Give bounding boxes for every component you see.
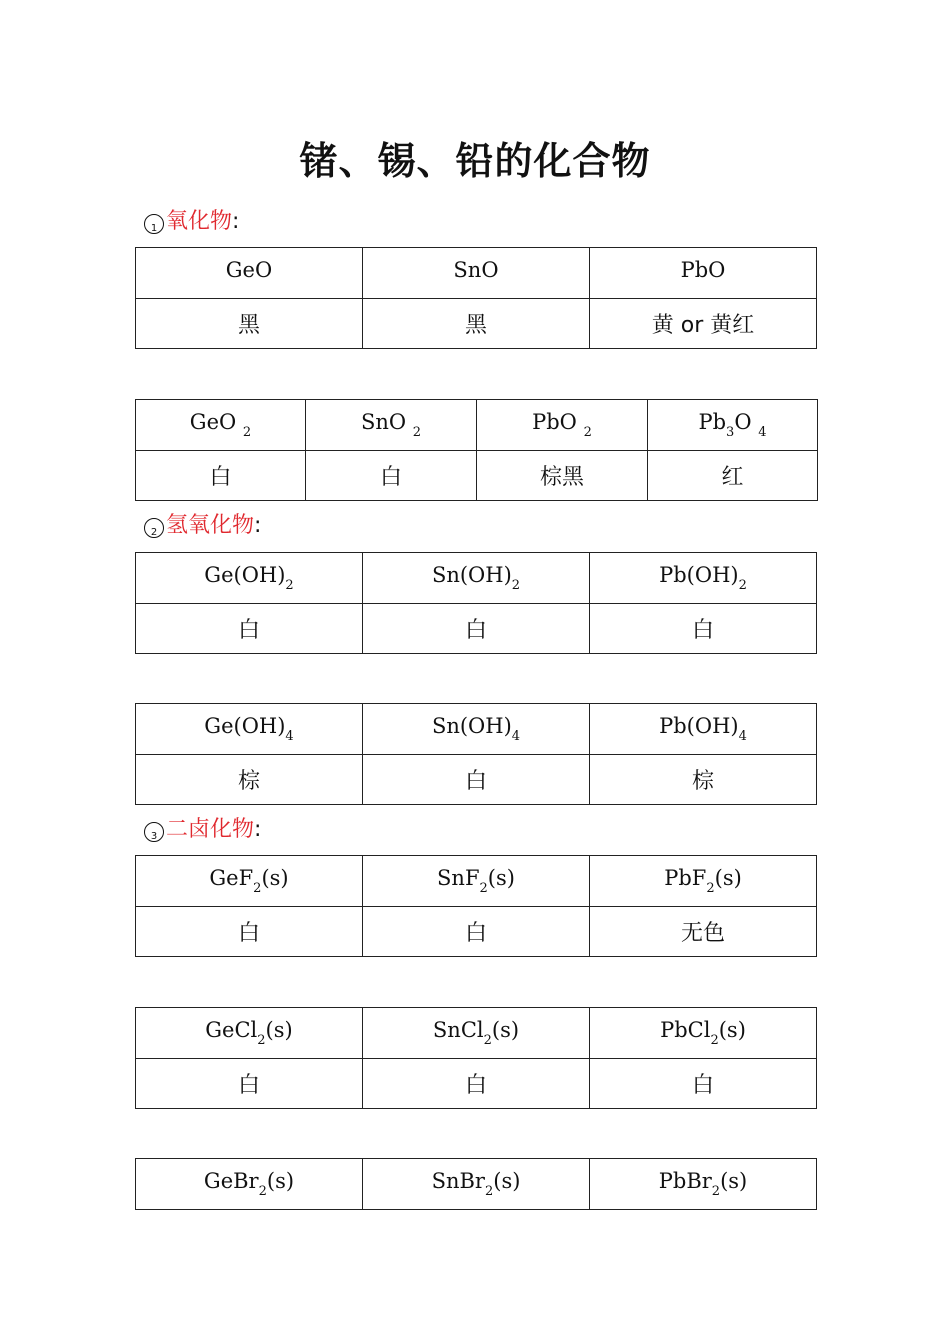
circled-number: 2: [144, 518, 164, 538]
value-cell: 黑: [363, 299, 590, 349]
header-cell: SnF$_2$(s): [363, 856, 590, 907]
header-cell: $Sn(OH)_2$: [363, 553, 590, 604]
header-cell: $Pb_3O$ $_4$: [648, 400, 818, 451]
section-colon: :: [254, 513, 262, 538]
table-value-row: [136, 299, 817, 349]
table-value-row: [136, 451, 818, 501]
table-header-row: [136, 1008, 817, 1059]
table-dioxides: [135, 399, 818, 501]
value-cell: 无色: [590, 907, 817, 957]
value-cell: 白: [363, 755, 590, 805]
header-cell: $Pb(OH)_2$: [590, 553, 817, 604]
table-header-row: [136, 1159, 817, 1210]
table-value-row: [136, 604, 817, 654]
header-cell: PbBr$_2$(s): [590, 1159, 817, 1210]
value-cell: 白: [136, 604, 363, 654]
section-hydroxides: [144, 508, 261, 539]
value-cell: 白: [590, 604, 817, 654]
table-header-row: [136, 400, 818, 451]
value-cell: 黑: [136, 299, 363, 349]
header-cell: GeCl$_2$(s): [136, 1008, 363, 1059]
header-cell: $Ge(OH)_2$: [136, 553, 363, 604]
table-header-row: [136, 553, 817, 604]
table-tetrahydroxides: [135, 703, 817, 805]
header-cell: SnBr$_2$(s): [363, 1159, 590, 1210]
table-value-row: [136, 907, 817, 957]
value-cell: 棕: [590, 755, 817, 805]
table-header-row: [136, 248, 817, 299]
section-oxides: [144, 204, 239, 235]
value-cell: 红: [648, 451, 818, 501]
circled-number: 1: [144, 214, 164, 234]
header-cell: GeBr$_2$(s): [136, 1159, 363, 1210]
table-monoxides: [135, 247, 817, 349]
value-cell: 白: [136, 451, 306, 501]
value-cell: 黄 or 黄红: [590, 299, 817, 349]
table-value-row: [136, 755, 817, 805]
table-difluorides: [135, 855, 817, 957]
header-cell: SnO: [363, 248, 590, 299]
value-cell: 白: [306, 451, 477, 501]
value-cell: 白: [363, 907, 590, 957]
table-value-row: [136, 1059, 817, 1109]
header-cell: PbF$_2$(s): [590, 856, 817, 907]
table-header-row: [136, 704, 817, 755]
table-dihydroxides: [135, 552, 817, 654]
value-cell: 棕: [136, 755, 363, 805]
value-cell: 白: [363, 1059, 590, 1109]
header-cell: $Sn(OH)_4$: [363, 704, 590, 755]
header-cell: GeO: [136, 248, 363, 299]
header-cell: PbO $_2$: [477, 400, 648, 451]
section-colon: :: [254, 817, 262, 842]
table-header-row: [136, 856, 817, 907]
header-cell: PbO: [590, 248, 817, 299]
section-label: 二卤化物: [166, 817, 255, 842]
table-dichlorides: [135, 1007, 817, 1109]
section-colon: :: [232, 209, 240, 234]
header-cell: SnCl$_2$(s): [363, 1008, 590, 1059]
value-cell: 白: [136, 1059, 363, 1109]
value-cell: 白: [590, 1059, 817, 1109]
value-cell: 白: [136, 907, 363, 957]
header-cell: $Ge(OH)_4$: [136, 704, 363, 755]
page-title: 锗、锡、铅的化合物: [299, 139, 651, 183]
section-dihalides: [144, 812, 261, 843]
header-cell: GeF$_2$(s): [136, 856, 363, 907]
value-cell: 白: [363, 604, 590, 654]
table-dibromides: [135, 1158, 817, 1210]
circled-number: 3: [144, 822, 164, 842]
header-cell: GeO $_2$: [136, 400, 306, 451]
header-cell: $Pb(OH)_4$: [590, 704, 817, 755]
section-label: 氧化物: [166, 209, 233, 234]
section-label: 氢氧化物: [166, 513, 255, 538]
header-cell: PbCl$_2$(s): [590, 1008, 817, 1059]
header-cell: SnO $_2$: [306, 400, 477, 451]
value-cell: 棕黑: [477, 451, 648, 501]
